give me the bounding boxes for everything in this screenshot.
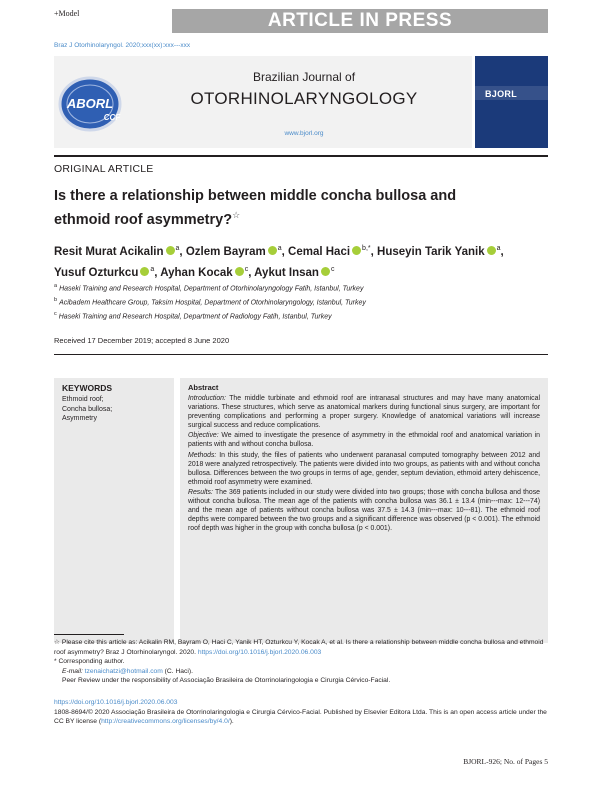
author-affiliation-mark: a bbox=[277, 245, 282, 252]
author[interactable] bbox=[186, 246, 285, 258]
affiliation-text: Haseki Training and Research Hospital, Department of Radiology Fatih, Istanbul, Turkey bbox=[58, 312, 332, 320]
keywords-title: KEYWORDS bbox=[62, 383, 113, 393]
footnote-divider bbox=[54, 634, 124, 635]
author[interactable] bbox=[377, 246, 504, 258]
journal-url-link[interactable]: www.bjorl.org bbox=[284, 130, 324, 137]
abstract-paragraph bbox=[188, 431, 540, 449]
logo-sub-text: CCF bbox=[103, 113, 121, 122]
journal-cover-image bbox=[472, 56, 548, 148]
abstract-paragraph bbox=[188, 451, 540, 487]
keyword-item: Ethmoid roof; bbox=[62, 396, 104, 403]
orcid-icon[interactable] bbox=[352, 246, 361, 255]
copyright-notice bbox=[54, 708, 548, 727]
author-separator: , bbox=[281, 245, 285, 258]
orcid-icon[interactable] bbox=[235, 267, 244, 276]
author[interactable] bbox=[54, 246, 183, 258]
keyword-item: Asymmetry bbox=[62, 415, 97, 422]
header-divider bbox=[54, 155, 548, 157]
author-name: Aykut Insan bbox=[254, 266, 319, 279]
license-link[interactable]: http://creativecommons.org/licenses/by/4.0/ bbox=[101, 718, 230, 726]
affiliation-key: a bbox=[54, 283, 58, 289]
author-separator: , bbox=[154, 266, 158, 279]
citation-footnote-text: Please cite this article as: Acikalin RM, Bayram O, Haci C, Yanik HT, Ozturkcu Y, Kocak A, et al. Is there a relationship between middle concha bullosa and ethmoid roof asymmetry? Braz J Otorhinolaryngol. 2020. bbox=[54, 639, 544, 656]
copyright-end: ). bbox=[229, 718, 234, 726]
author-name: Cemal Haci bbox=[288, 245, 351, 258]
author-affiliation-mark: a bbox=[150, 265, 155, 273]
copyright-text: 1808-8694/© 2020 Associação Brasileira de Otorrinolaringologia e Cirurgia Cérvico-Facial. Published by Elsevier Editora Ltda. This is an open access article under the CC BY license ( bbox=[54, 708, 547, 726]
article-in-press-banner: ARTICLE IN PRESS bbox=[172, 9, 548, 33]
article-title bbox=[54, 187, 514, 230]
aborl-logo-icon bbox=[54, 68, 134, 138]
keyword-item: Concha bullosa; bbox=[62, 405, 113, 413]
author-list bbox=[54, 240, 548, 282]
author-separator: , bbox=[500, 245, 504, 258]
author-affiliation-mark: c bbox=[330, 265, 335, 273]
footnotes bbox=[54, 638, 548, 686]
title-text: Is there a relationship between middle concha bullosa and ethmoid roof asymmetry? bbox=[54, 188, 457, 228]
orcid-icon[interactable] bbox=[140, 267, 149, 276]
corresponding-footnote bbox=[54, 657, 548, 667]
citation-footnote-mark: ☆ bbox=[54, 639, 60, 646]
peer-review-note: Peer Review under the responsibility of Associação Brasileira de Otorrinolaringologia e Cirurgia Cérvico-Facial. bbox=[62, 677, 391, 685]
author-affiliation-mark: b,* bbox=[362, 245, 371, 252]
journal-name-main: OTORHINOLARYNGOLOGY bbox=[190, 89, 418, 108]
journal-citation[interactable]: Braz J Otorhinolaryngol. 2020;xxx(xx):xxx---xxx bbox=[54, 42, 191, 49]
abstract-title: Abstract bbox=[188, 383, 219, 392]
abstract-sections bbox=[188, 394, 540, 533]
title-footnote-mark[interactable]: ☆ bbox=[232, 210, 241, 220]
abstract-box bbox=[180, 378, 548, 643]
model-tag: +Model bbox=[54, 9, 80, 18]
meta-divider bbox=[54, 354, 548, 355]
abstract-section-label: Introduction: bbox=[188, 395, 226, 402]
abstract-section-text: We aimed to investigate the presence of asymmetry in the ethmoidal roof and anatomical variation in patients with and without concha bullosa. bbox=[188, 432, 540, 449]
citation-doi-link[interactable]: https://doi.org/10.1016/j.bjorl.2020.06.003 bbox=[197, 648, 322, 656]
abstract-section-label: Methods: bbox=[188, 451, 217, 459]
email-suffix: (C. Haci). bbox=[162, 667, 193, 675]
citation-footnote bbox=[54, 638, 548, 657]
affiliation-key: b bbox=[54, 296, 58, 303]
email-link[interactable]: tzenaichatzi@hotmail.com bbox=[84, 667, 163, 675]
received-dates: Received 17 December 2019; accepted 8 June 2020 bbox=[54, 336, 230, 345]
author-affiliation-mark: a bbox=[175, 245, 180, 252]
keywords-list bbox=[62, 395, 166, 424]
section-label: ORIGINAL ARTICLE bbox=[54, 163, 154, 175]
orcid-icon[interactable] bbox=[321, 267, 330, 276]
author-affiliation-mark: a bbox=[496, 245, 501, 252]
author[interactable] bbox=[288, 246, 374, 258]
abstract-paragraph bbox=[188, 394, 540, 430]
journal-header bbox=[54, 56, 548, 148]
author[interactable] bbox=[254, 267, 334, 279]
affiliation bbox=[54, 295, 548, 309]
affiliation-text: Haseki Training and Research Hospital, Department of Otorhinolaryngology Fatih, Istanbul, Turkey bbox=[59, 285, 364, 293]
abstract-section-text: The middle turbinate and ethmoid roof are intranasal structures and may have many anatomical variations. These structures, which serve as anatomical markers during functional sinus surgery, are important for preventing complications and performing a proper surgery. Knowledge of anatomical variations will increase surgical success and reduce complications. bbox=[188, 395, 540, 430]
abstract-section-label: Results: bbox=[188, 488, 213, 496]
author-name: Ozlem Bayram bbox=[185, 245, 266, 258]
affiliation-key: c bbox=[54, 310, 57, 317]
keywords-box bbox=[54, 378, 174, 643]
orcid-icon[interactable] bbox=[268, 246, 277, 255]
cover-label: BJORL bbox=[485, 89, 518, 99]
email-label: E-mail: bbox=[62, 667, 83, 675]
article-doi-link[interactable]: https://doi.org/10.1016/j.bjorl.2020.06.003 bbox=[54, 699, 178, 706]
corresponding-mark: * bbox=[54, 658, 57, 666]
author-name: Huseyin Tarik Yanik bbox=[377, 245, 485, 258]
abstract-section-text: In this study, the files of patients who underwent paranasal computed tomography between 2012 and 2018 were analyzed retrospectively. The patients were divided into two groups, as patients with and without concha bullosa. Differences between the two groups in terms of age, gender, septum deviation, ethmoid artery dehiscence, ethmoid roof asymmetry were examined. bbox=[188, 451, 540, 486]
affiliation bbox=[54, 281, 548, 295]
author-separator: , bbox=[179, 245, 183, 258]
author[interactable] bbox=[54, 267, 157, 279]
author-separator: , bbox=[370, 245, 374, 258]
affiliation-list bbox=[54, 281, 548, 322]
orcid-icon[interactable] bbox=[487, 246, 496, 255]
orcid-icon[interactable] bbox=[166, 246, 175, 255]
affiliation-text: Acibadem Healthcare Group, Taksim Hospital, Department of Otorhinolaryngology, Istanbul, Turkey bbox=[59, 299, 366, 307]
affiliation bbox=[54, 309, 548, 323]
author-name: Yusuf Ozturkcu bbox=[54, 266, 139, 279]
abstract-paragraph bbox=[188, 488, 540, 533]
author-affiliation-mark: c bbox=[244, 265, 249, 273]
corresponding-text: Corresponding author. bbox=[58, 658, 125, 666]
author-name: Resit Murat Acikalin bbox=[54, 245, 164, 258]
article-doi-block bbox=[54, 698, 548, 727]
author-separator: , bbox=[248, 266, 252, 279]
logo-text: ABORL bbox=[66, 96, 114, 111]
author-name: Ayhan Kocak bbox=[160, 266, 233, 279]
abstract-section-label: Objective: bbox=[188, 432, 219, 440]
email-line bbox=[54, 667, 548, 677]
abstract-section-text: The 369 patients included in our study were divided into two groups; those with concha bullosa and those without concha bullosa. The mean age of the patients with concha bullosa was 36.1 ± 13.4 (min---max: 12---74) and the mean age of patients without concha bullosa was 37.5 ± 14.3 (min---max: 10---81). The ethmoid roof depths were compared between the two groups and a significant difference was observed (p < 0.001). The ethmoid roof depth was higher in the group with concha bullosa (p < 0.001). bbox=[188, 488, 540, 533]
author[interactable] bbox=[160, 267, 251, 279]
article-code: BJORL-926; No. of Pages 5 bbox=[463, 757, 548, 766]
journal-name-top: Brazilian Journal of bbox=[252, 70, 356, 84]
